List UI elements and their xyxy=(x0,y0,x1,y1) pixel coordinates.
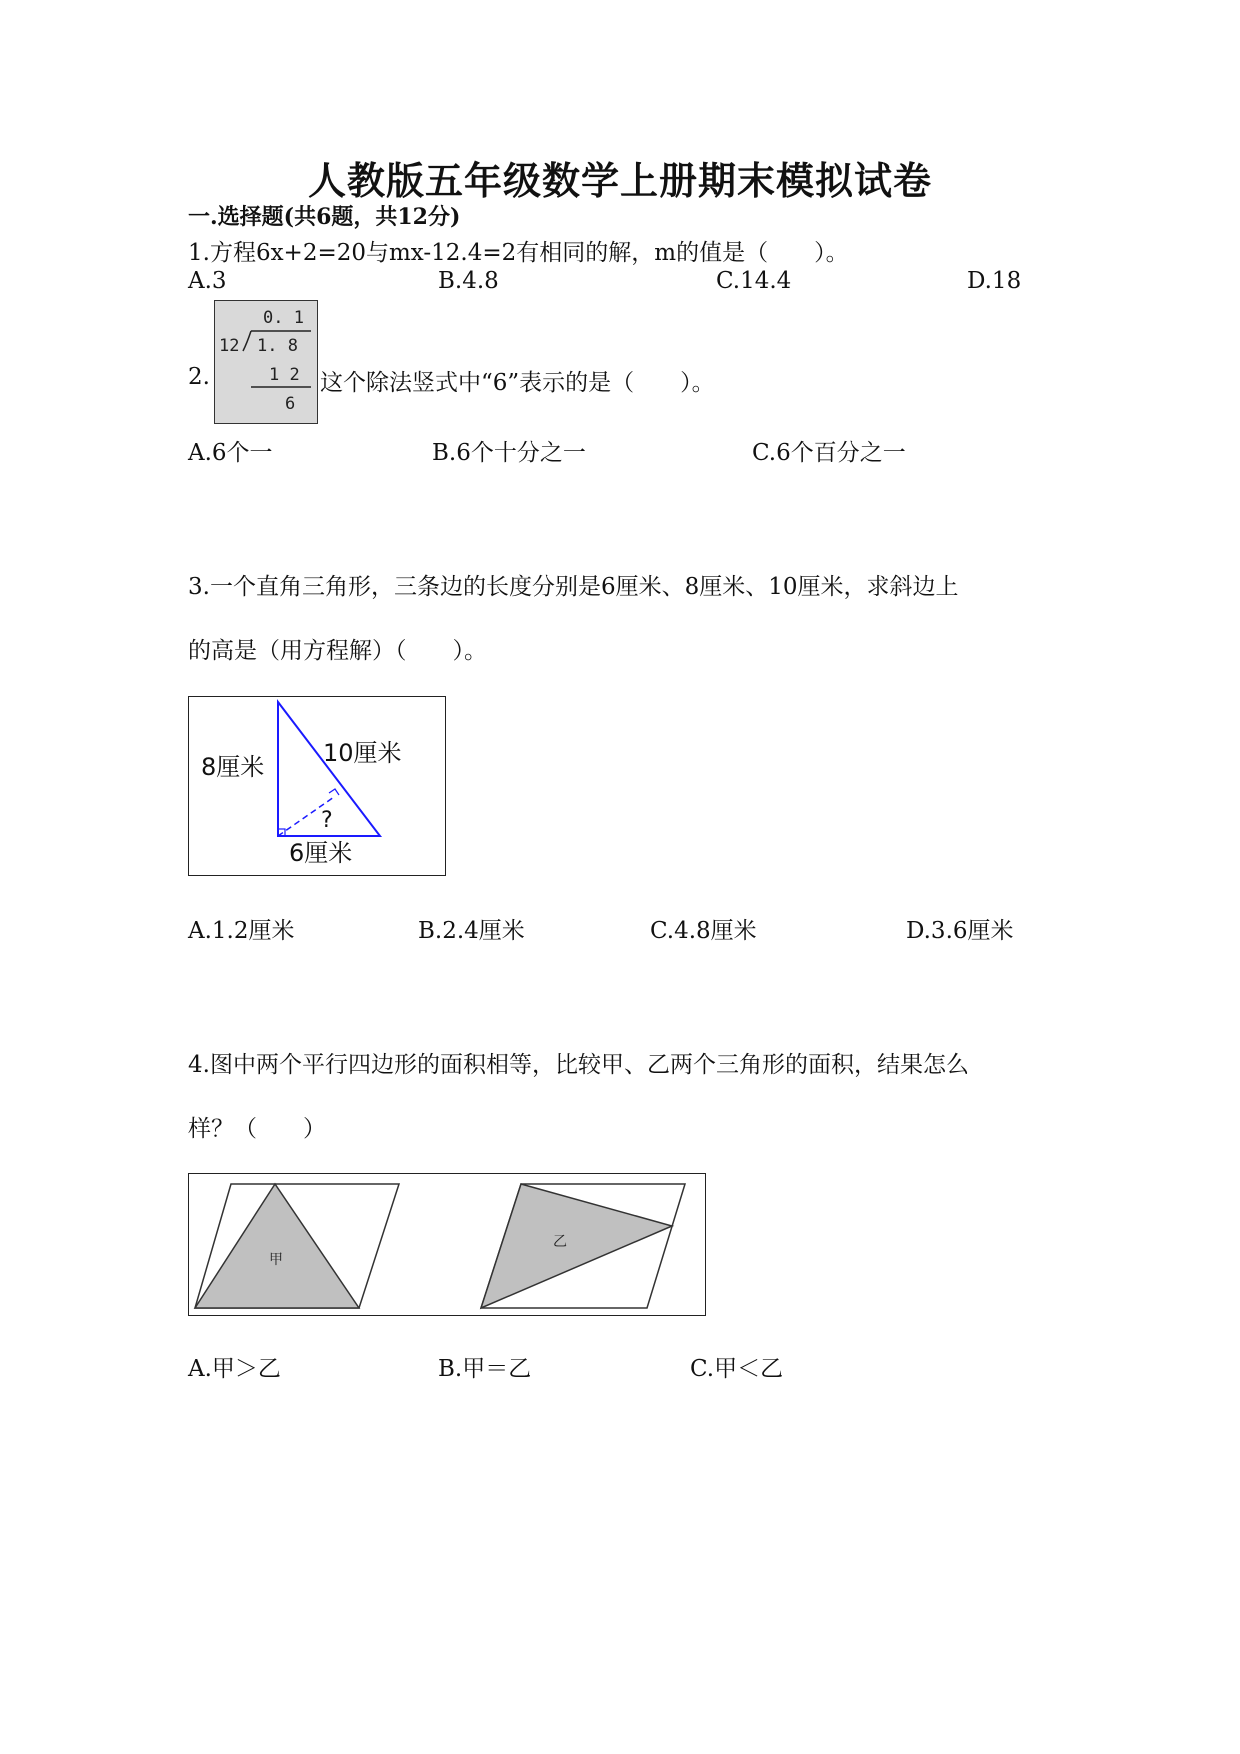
triangle-bottom-label: 6厘米 xyxy=(289,839,353,867)
division-quotient: 0. 1 xyxy=(263,308,304,328)
question-4-text-line-2: 样？（ ） xyxy=(188,1116,326,1142)
question-2-option-a[interactable]: A.6个一 xyxy=(188,440,273,466)
triangle-left-label: 8厘米 xyxy=(201,753,265,781)
question-2-text: 这个除法竖式中“6”表示的是（ ）。 xyxy=(320,370,715,396)
question-4-text-line-1: 4.图中两个平行四边形的面积相等，比较甲、乙两个三角形的面积，结果怎么 xyxy=(188,1052,969,1078)
division-dividend: 1. 8 xyxy=(257,336,298,356)
question-1-option-c[interactable]: C.14.4 xyxy=(716,268,792,294)
question-2-option-b[interactable]: B.6个十分之一 xyxy=(432,440,586,466)
triangle-height-question-mark: ? xyxy=(321,808,333,833)
division-product: 1 2 xyxy=(269,365,300,385)
triangle-jia-label: 甲 xyxy=(269,1252,283,1268)
long-division-figure xyxy=(214,300,318,424)
question-1-option-d[interactable]: D.18 xyxy=(967,268,1022,294)
question-4-option-b[interactable]: B.甲＝乙 xyxy=(438,1356,532,1382)
division-remainder: 6 xyxy=(285,394,296,414)
question-4-option-c[interactable]: C.甲＜乙 xyxy=(690,1356,784,1382)
question-3-option-b[interactable]: B.2.4厘米 xyxy=(418,918,525,944)
section-heading: 一.选择题(共6题，共12分) xyxy=(188,204,461,230)
question-4-option-a[interactable]: A.甲＞乙 xyxy=(188,1356,281,1382)
right-triangle-figure xyxy=(188,696,446,876)
question-3-option-d[interactable]: D.3.6厘米 xyxy=(906,918,1014,944)
question-3-option-c[interactable]: C.4.8厘米 xyxy=(650,918,757,944)
question-2-option-c[interactable]: C.6个百分之一 xyxy=(752,440,906,466)
parallelograms-figure xyxy=(188,1173,706,1316)
question-3-text-line-2: 的高是（用方程解）（ ）。 xyxy=(188,638,487,664)
question-1-option-a[interactable]: A.3 xyxy=(188,268,227,294)
question-1-text: 1.方程6x+2=20与mx-12.4=2有相同的解，m的值是（ ）。 xyxy=(188,240,849,266)
page-title: 人教版五年级数学上册期末模拟试卷 xyxy=(307,158,932,203)
question-1-option-b[interactable]: B.4.8 xyxy=(438,268,499,294)
triangle-hypotenuse-label: 10厘米 xyxy=(323,739,402,767)
division-divisor: 12 xyxy=(219,336,240,356)
triangle-yi-label: 乙 xyxy=(553,1234,567,1250)
question-3-option-a[interactable]: A.1.2厘米 xyxy=(188,918,295,944)
question-2-number: 2. xyxy=(188,364,210,390)
question-3-text-line-1: 3.一个直角三角形，三条边的长度分别是6厘米、8厘米、10厘米，求斜边上 xyxy=(188,574,959,600)
